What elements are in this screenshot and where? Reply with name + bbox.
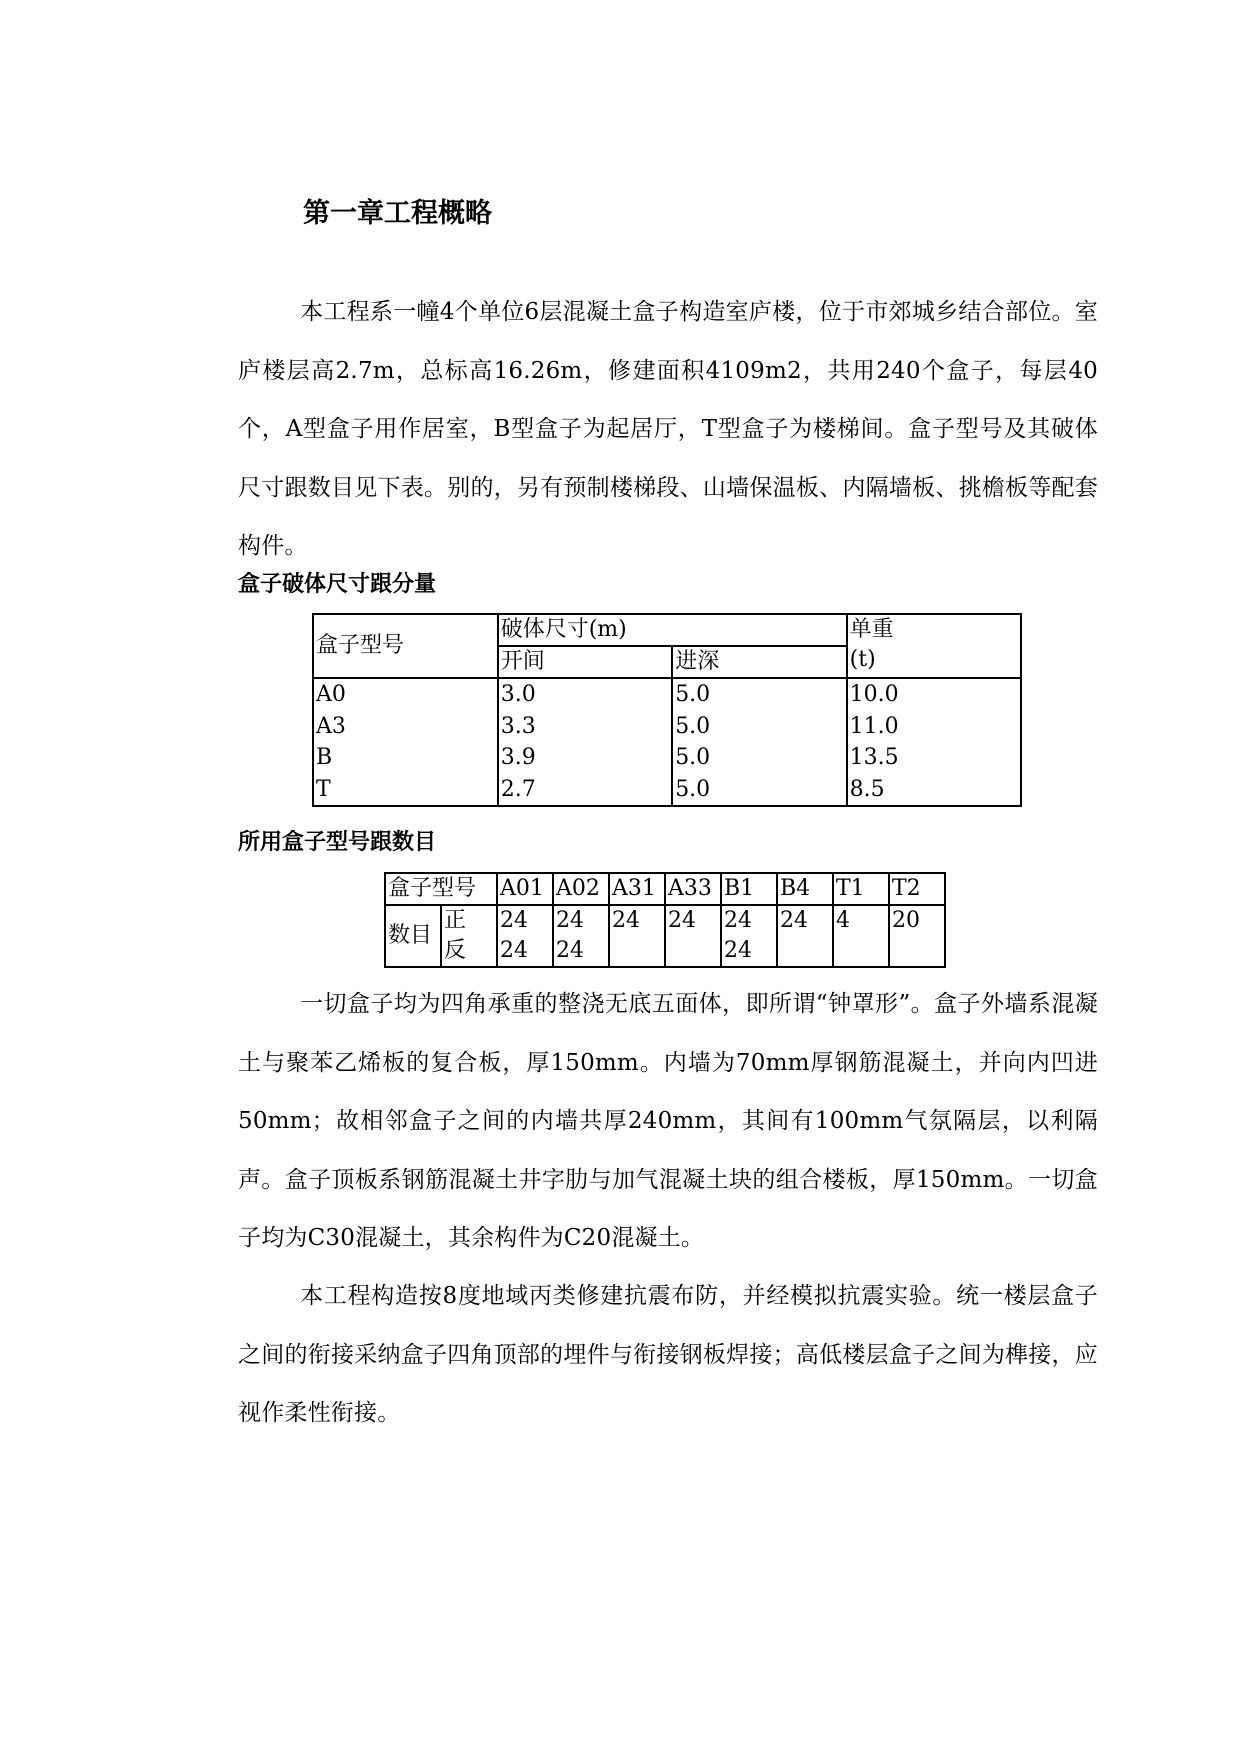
count-cell <box>553 905 609 967</box>
cell-model: B <box>313 742 498 774</box>
table-header-row <box>313 614 1021 646</box>
table-row <box>313 711 1021 743</box>
box-count-table <box>384 872 946 968</box>
forward-count: 24 <box>780 908 808 933</box>
chapter-title: 第一章工程概略 <box>303 198 492 229</box>
count-cell <box>497 905 553 967</box>
forward-count: 4 <box>836 908 850 933</box>
header-weight-line1: 单重 <box>849 617 894 642</box>
model-cell: B1 <box>721 873 777 905</box>
cell-model: T <box>313 774 498 807</box>
cell-depth: 5.0 <box>672 742 846 774</box>
cell-depth: 5.0 <box>672 774 846 807</box>
cell-width: 3.3 <box>498 711 672 743</box>
header-width: 开间 <box>498 646 672 678</box>
cell-weight: 13.5 <box>847 742 1021 774</box>
cell-weight: 11.0 <box>847 711 1021 743</box>
paragraph-overview: 本工程系一幢4个单位6层混凝土盒子构造室庐楼，位于市郊城乡结合部位。室庐楼层高2.7m，总标高16.26m，修建面积4109m2，共用240个盒子，每层40个，A型盒子用作居室，B型盒子为起居厅，T型盒子为楼梯间。盒子型号及其破体尺寸跟数目见下表。别的，另有预制楼梯段、山墙保温板、内隔墙板、挑檐板等配套构件。 <box>238 299 1098 559</box>
forward-count: 24 <box>724 908 752 933</box>
cell-depth: 5.0 <box>672 711 846 743</box>
box-dimension-table <box>312 613 1022 807</box>
reverse-count: 24 <box>724 938 752 963</box>
forward-label: 正 <box>444 908 467 933</box>
header-depth: 进深 <box>672 646 846 678</box>
count-cell <box>777 905 833 967</box>
table1-title: 盒子破体尺寸跟分量 <box>238 572 437 597</box>
table-row <box>313 774 1021 807</box>
reverse-count: 24 <box>556 938 584 963</box>
header-model: 盒子型号 <box>385 873 497 905</box>
cell-width: 3.9 <box>498 742 672 774</box>
cell-width: 2.7 <box>498 774 672 807</box>
table-row <box>313 742 1021 774</box>
model-cell: A01 <box>497 873 553 905</box>
count-cell <box>609 905 665 967</box>
count-cell <box>889 905 945 967</box>
header-model: 盒子型号 <box>313 614 498 678</box>
orientation-cell <box>441 905 497 967</box>
model-cell: A33 <box>665 873 721 905</box>
model-cell: T2 <box>889 873 945 905</box>
forward-count: 24 <box>668 908 696 933</box>
header-weight-line2: (t) <box>849 647 876 672</box>
reverse-label: 反 <box>444 938 467 963</box>
model-cell: A02 <box>553 873 609 905</box>
model-cell: B4 <box>777 873 833 905</box>
forward-count: 20 <box>892 908 920 933</box>
count-cell <box>833 905 889 967</box>
cell-weight: 8.5 <box>847 774 1021 807</box>
cell-width: 3.0 <box>498 678 672 711</box>
count-label: 数目 <box>385 905 441 967</box>
count-cell <box>721 905 777 967</box>
paragraph-seismic: 本工程构造按8度地域丙类修建抗震布防，并经模拟抗震实验。统一楼层盒子之间的衔接采纳盒子四角顶部的埋件与衔接钢板焊接；高低楼层盒子之间为榫接，应视作柔性衔接。 <box>238 1283 1098 1426</box>
cell-weight: 10.0 <box>847 678 1021 711</box>
header-dims: 破体尺寸(m) <box>498 614 847 646</box>
reverse-count: 24 <box>500 938 528 963</box>
model-cell: T1 <box>833 873 889 905</box>
model-cell: A31 <box>609 873 665 905</box>
forward-count: 24 <box>612 908 640 933</box>
cell-depth: 5.0 <box>672 678 846 711</box>
cell-model: A0 <box>313 678 498 711</box>
paragraph-structure: 一切盒子均为四角承重的整浇无底五面体，即所谓“钟罩形”。盒子外墙系混凝土与聚苯乙烯板的复合板，厚150mm。内墙为70mm厚钢筋混凝土，并向内凹进50mm；故相邻盒子之间的内墙共厚240mm，其间有100mm气氛隔层，以利隔声。盒子顶板系钢筋混凝土井字肋与加气混凝土块的组合楼板，厚150mm。一切盒子均为C30混凝土，其余构件为C20混凝土。 <box>238 991 1098 1251</box>
count-cell <box>665 905 721 967</box>
forward-count: 24 <box>556 908 584 933</box>
forward-count: 24 <box>500 908 528 933</box>
cell-model: A3 <box>313 711 498 743</box>
table-header-row <box>385 873 945 905</box>
table-row <box>385 905 945 967</box>
table-row <box>313 678 1021 711</box>
table2-title: 所用盒子型号跟数目 <box>238 830 437 855</box>
header-weight <box>847 614 1021 678</box>
